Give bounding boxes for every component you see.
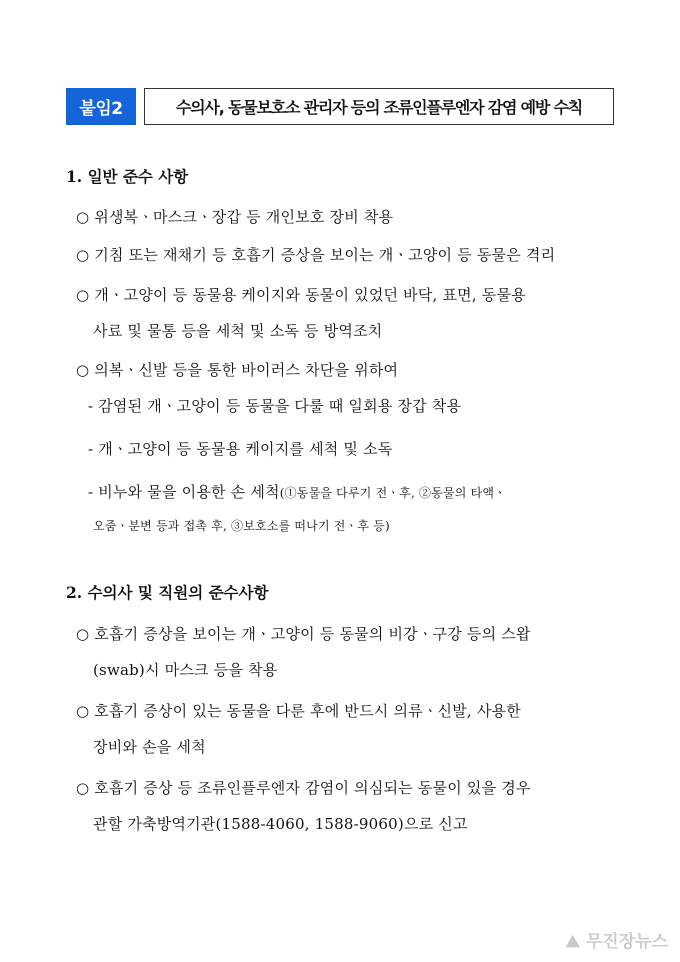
section2-line-2-cont: 장비와 손을 세척 <box>93 738 206 756</box>
section1-line-4: ○ 의복ㆍ신발 등을 통한 바이러스 차단을 위하여 <box>76 361 399 379</box>
section1-sub-3-cont: 오줌ㆍ분변 등과 접촉 후, ③보호소를 떠나기 전ㆍ후 등) <box>93 519 390 533</box>
section2-line-1: ○ 호흡기 증상을 보이는 개ㆍ고양이 등 동물의 비강ㆍ구강 등의 스왑 <box>76 625 531 643</box>
section2-line-2: ○ 호흡기 증상이 있는 동물을 다룬 후에 반드시 의류ㆍ신발, 사용한 <box>76 702 521 720</box>
watermark-logo <box>566 927 668 952</box>
section1-sub-3-detail: (①동물을 다루기 전ㆍ후, ②동물의 타액ㆍ <box>279 486 506 500</box>
section2-line-3: ○ 호흡기 증상 등 조류인플루엔자 감염이 의심되는 동물이 있을 경우 <box>76 779 531 797</box>
header <box>66 88 614 125</box>
section2-line-3-cont: 관할 가축방역기관(1588-4060, 1588-9060)으로 신고 <box>93 815 468 833</box>
section1-heading: 1. 일반 준수 사항 <box>66 167 189 186</box>
section1-sub-2: - 개ㆍ고양이 등 동물용 케이지를 세척 및 소독 <box>88 440 393 458</box>
section2-heading: 2. 수의사 및 직원의 준수사항 <box>66 583 269 602</box>
watermark-text: 무진장뉴스 <box>585 932 668 952</box>
section1-line-2: ○ 기침 또는 재채기 등 호흡기 증상을 보이는 개ㆍ고양이 등 동물은 격리 <box>76 246 556 264</box>
section1-sub-1: - 감염된 개ㆍ고양이 등 동물을 다룰 때 일회용 장갑 착용 <box>88 397 462 415</box>
section1-line-3: ○ 개ㆍ고양이 등 동물용 케이지와 동물이 있었던 바닥, 표면, 동물용 <box>76 286 526 304</box>
section2-line-1-cont: (swab)시 마스크 등을 착용 <box>93 661 278 679</box>
section1-sub-3-text: - 비누와 물을 이용한 손 세척 <box>88 483 280 501</box>
section1-line-3-cont: 사료 및 물통 등을 세척 및 소독 등 방역조치 <box>93 322 383 340</box>
watermark-icon: ⛰ <box>565 932 580 952</box>
document-title: 수의사, 동물보호소 관리자 등의 조류인플루엔자 감염 예방 수칙 <box>144 88 614 125</box>
section1-line-1: ○ 위생복ㆍ마스크ㆍ장갑 등 개인보호 장비 착용 <box>76 208 394 226</box>
section1-sub-3 <box>88 481 506 502</box>
attachment-tag: 붙임2 <box>66 88 136 125</box>
